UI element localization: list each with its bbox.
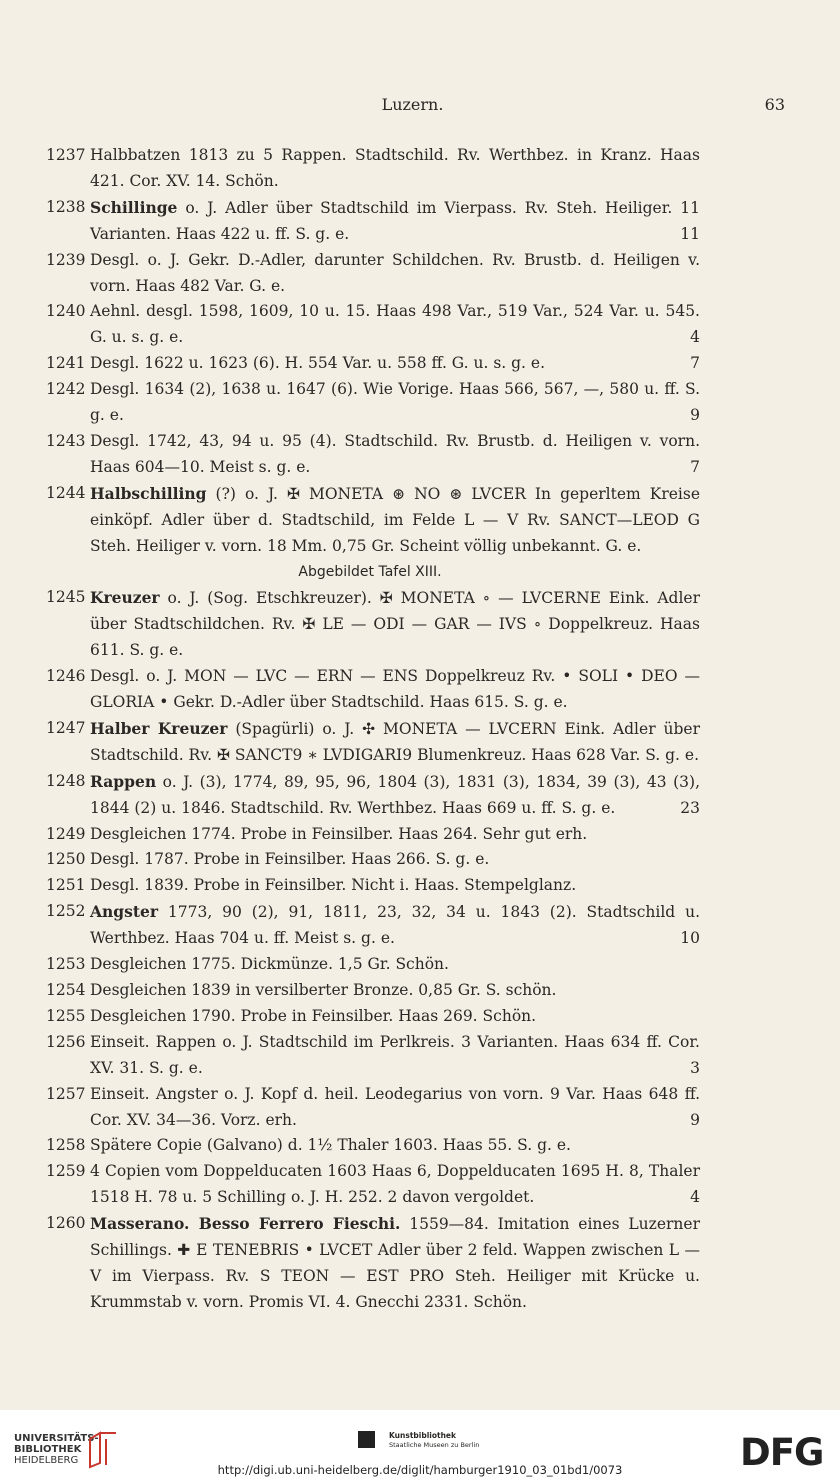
entry-number: 1248 <box>46 771 86 790</box>
entry-price: 7 <box>690 354 700 373</box>
entry-number: 1244 <box>46 483 86 502</box>
library-name-line: UNIVERSITÄTS- <box>14 1433 99 1444</box>
entry-price: 11 <box>680 224 700 243</box>
catalogue-entry <box>40 1030 700 1082</box>
catalogue-entry <box>40 1211 700 1316</box>
entry-text: Aehnl. desgl. 1598, 1609, 10 u. 15. Haas 498 Var., 519 Var., 524 Var. u. 545. G. u. s. g. e. <box>90 302 700 347</box>
entry-text: 1559—84. Imitation eines Luzerner Schillings. ✚ E TENEBRIS • LVCET Adler über 2 feld. Wappen zwischen L — V im Vierpass. Rv. S TEON — EST PRO Steh. Heiliger mit Krücke u. Krummstab v. vorn. Promis VI. 4. Gnecchi 2331. Schön. <box>90 1215 700 1311</box>
catalogue-entry <box>40 1004 700 1030</box>
entry-number: 1250 <box>46 850 86 869</box>
entry-text: o. J. (Sog. Etschkreuzer). ✠ MONETA ∘ — LVCERNE Eink. Adler über Stadtschildchen. Rv. ✠ LE — ODI — GAR — IVS ∘ Doppelkreuz. Haas 611. S. g. e. <box>90 589 700 660</box>
entry-text: Einseit. Angster o. J. Kopf d. heil. Leodegarius von vorn. 9 Var. Haas 648 ff. Cor. XV. 34—36. Vorz. erh. <box>90 1084 700 1129</box>
entry-number: 1253 <box>46 955 86 974</box>
kunstbibliothek-icon <box>358 1431 375 1448</box>
entry-number: 1254 <box>46 981 86 999</box>
catalogue-entry <box>40 1159 700 1211</box>
catalogue-entry <box>40 585 700 664</box>
entry-number: 1241 <box>46 354 86 373</box>
entry-text: Desgl. 1839. Probe in Feinsilber. Nicht i. Haas. Stempelglanz. <box>90 876 577 895</box>
entry-number: 1258 <box>46 1136 86 1155</box>
entry-price: 7 <box>690 457 700 476</box>
entry-price: 4 <box>690 328 700 347</box>
entry-number: 1245 <box>46 588 86 607</box>
entry-text: 1773, 90 (2), 91, 1811, 23, 32, 34 u. 1843 (2). Stadtschild u. Werthbez. Haas 704 u. ff. Meist s. g. e. <box>90 903 700 948</box>
catalogue-entry <box>40 822 700 848</box>
page-number: 63 <box>764 95 785 114</box>
entry-number: 1243 <box>46 431 86 450</box>
catalogue-entry <box>40 978 700 1004</box>
entry-number: 1257 <box>46 1084 86 1103</box>
entry-text: Desgleichen 1774. Probe in Feinsilber. Haas 264. Sehr gut erh. <box>90 824 588 843</box>
library-name-line: HEIDELBERG <box>14 1455 79 1466</box>
entry-text: Einseit. Rappen o. J. Stadtschild im Perlkreis. 3 Varianten. Haas 634 ff. Cor. XV. 31. S. g. e. <box>90 1032 700 1077</box>
entry-term: Schillinge <box>90 197 178 217</box>
entry-term: Masserano. Besso Ferrero Fieschi. <box>90 1214 401 1234</box>
entry-number: 1249 <box>46 824 86 843</box>
catalogue-entry <box>40 769 700 822</box>
entry-text: Desgl. 1742, 43, 94 u. 95 (4). Stadtschild. Rv. Brustb. d. Heiligen v. vorn. Haas 604—10. Meist s. g. e. <box>90 431 700 476</box>
entry-text: Desgl. 1634 (2), 1638 u. 1647 (6). Wie Vorige. Haas 566, 567, —, 580 u. ff. S. g. e. <box>90 380 700 425</box>
catalogue-entry <box>40 664 700 716</box>
entry-number: 1239 <box>46 250 86 269</box>
entry-text: 4 Copien vom Doppelducaten 1603 Haas 6, Doppelducaten 1695 H. 8, Thaler 1518 H. 78 u. 5 Schilling o. J. H. 252. 2 davon vergoldet. <box>90 1162 700 1207</box>
catalogue-entry <box>40 351 700 377</box>
kunstbibliothek-subtitle: Staatliche Museen zu Berlin <box>389 1441 480 1449</box>
permalink-url[interactable]: http://digi.ub.uni-heidelberg.de/diglit/hamburger1910_03_01bd1/0073 <box>217 1463 623 1477</box>
entry-number: 1246 <box>46 667 86 686</box>
entry-text: o. J. (3), 1774, 89, 95, 96, 1804 (3), 1831 (3), 1834, 39 (3), 43 (3), 1844 (2) u. 1846. Stadtschild. Rv. Werthbez. Haas 669 u. ff. S. g. e. <box>90 772 701 817</box>
catalogue-entry <box>40 899 700 952</box>
entry-text: Desgl. o. J. MON — LVC — ERN — ENS Doppelkreuz Rv. • SOLI • DEO — GLORIA • Gekr. D.-Adler über Stadtschild. Haas 615. S. g. e. <box>90 667 700 712</box>
entry-number: 1255 <box>46 1006 86 1025</box>
entry-number: 1237 <box>46 146 86 164</box>
entry-text: o. J. Adler über Stadtschild im Vierpass. Rv. Steh. Heiliger. 11 Varianten. Haas 422 u. ff. S. g. e. <box>90 198 700 243</box>
entry-number: 1238 <box>46 197 86 216</box>
page-title: Luzern. <box>381 95 444 114</box>
kunstbibliothek-logo <box>358 1431 588 1455</box>
entry-text: Desgleichen 1790. Probe in Feinsilber. Haas 269. Schön. <box>90 1006 537 1025</box>
kunstbibliothek-name: Kunstbibliothek <box>389 1431 457 1440</box>
dfg-logo: DFG <box>740 1431 824 1474</box>
entry-text: Desgleichen 1775. Dickmünze. 1,5 Gr. Schön. <box>90 955 449 974</box>
entry-number: 1260 <box>46 1214 86 1233</box>
entry-text: (?) o. J. ✠ MONETA ⊛ NO ⊛ LVCER In geperltem Kreise einköpf. Adler über d. Stadtschild, im Felde L — V Rv. SANCT—LEOD G Steh. Heiliger v. vorn. 18 Mm. 0,75 Gr. Scheint völlig unbekannt. G. e. <box>90 484 700 555</box>
entry-text: Desgl. 1622 u. 1623 (6). H. 554 Var. u. 558 ff. G. u. s. g. e. <box>90 354 546 373</box>
catalogue-entry <box>40 143 700 195</box>
entry-price: 3 <box>690 1058 700 1077</box>
entry-text: (Spagürli) o. J. ✣ MONETA — LVCERN Eink. Adler über Stadtschild. Rv. ✠ SANCT9 ∗ LVDIGARI9 Blumenkreuz. Haas 628 Var. S. g. e. <box>90 719 701 764</box>
entry-text: Desgl. o. J. Gekr. D.-Adler, darunter Schildchen. Rv. Brustb. d. Heiligen v. vorn. Haas 482 Var. G. e. <box>90 250 700 295</box>
catalogue-entry <box>40 847 700 873</box>
entry-number: 1259 <box>46 1162 86 1181</box>
entry-text: Halbbatzen 1813 zu 5 Rappen. Stadtschild. Rv. Werthbez. in Kranz. Haas 421. Cor. XV. 14. Schön. <box>90 146 700 190</box>
catalogue-entry <box>40 716 700 769</box>
plate-caption: Abgebildet Tafel XIII. <box>298 563 442 580</box>
catalogue-entry <box>40 1133 700 1159</box>
catalogue-entry <box>40 873 700 899</box>
entry-text: Desgleichen 1839 in versilberter Bronze. 0,85 Gr. S. schön. <box>90 981 557 999</box>
catalogue-entry <box>40 377 700 429</box>
entry-term: Angster <box>90 902 159 922</box>
catalogue-entry <box>40 195 700 248</box>
library-name-line: BIBLIOTHEK <box>14 1444 82 1455</box>
entry-number: 1252 <box>46 902 86 921</box>
catalogue-entry <box>40 429 700 481</box>
entry-text: Spätere Copie (Galvano) d. 1½ Thaler 1603. Haas 55. S. g. e. <box>90 1136 571 1155</box>
entry-price: 9 <box>690 1110 700 1129</box>
catalogue-entry <box>40 299 700 351</box>
catalogue-entries <box>40 143 700 1316</box>
catalogue-entry <box>40 952 700 978</box>
entry-term: Rappen <box>90 771 157 791</box>
entry-number: 1240 <box>46 302 86 321</box>
entry-price: 4 <box>690 1188 700 1207</box>
entry-number: 1242 <box>46 380 86 399</box>
entry-number: 1247 <box>46 718 86 737</box>
entry-term: Halber Kreuzer <box>90 718 228 738</box>
digitization-footer <box>0 1410 840 1480</box>
entry-number: 1256 <box>46 1032 86 1051</box>
entry-price: 23 <box>680 798 700 817</box>
catalogue-entry <box>40 248 700 300</box>
entry-term: Halbschilling <box>90 483 207 503</box>
catalogue-entry <box>40 481 700 560</box>
catalogue-entry <box>40 1082 700 1134</box>
entry-text: Desgl. 1787. Probe in Feinsilber. Haas 266. S. g. e. <box>90 850 490 869</box>
entry-term: Kreuzer <box>90 588 160 608</box>
entry-price: 10 <box>680 929 700 948</box>
entry-price: 9 <box>690 406 700 425</box>
entry-number: 1251 <box>46 876 86 895</box>
